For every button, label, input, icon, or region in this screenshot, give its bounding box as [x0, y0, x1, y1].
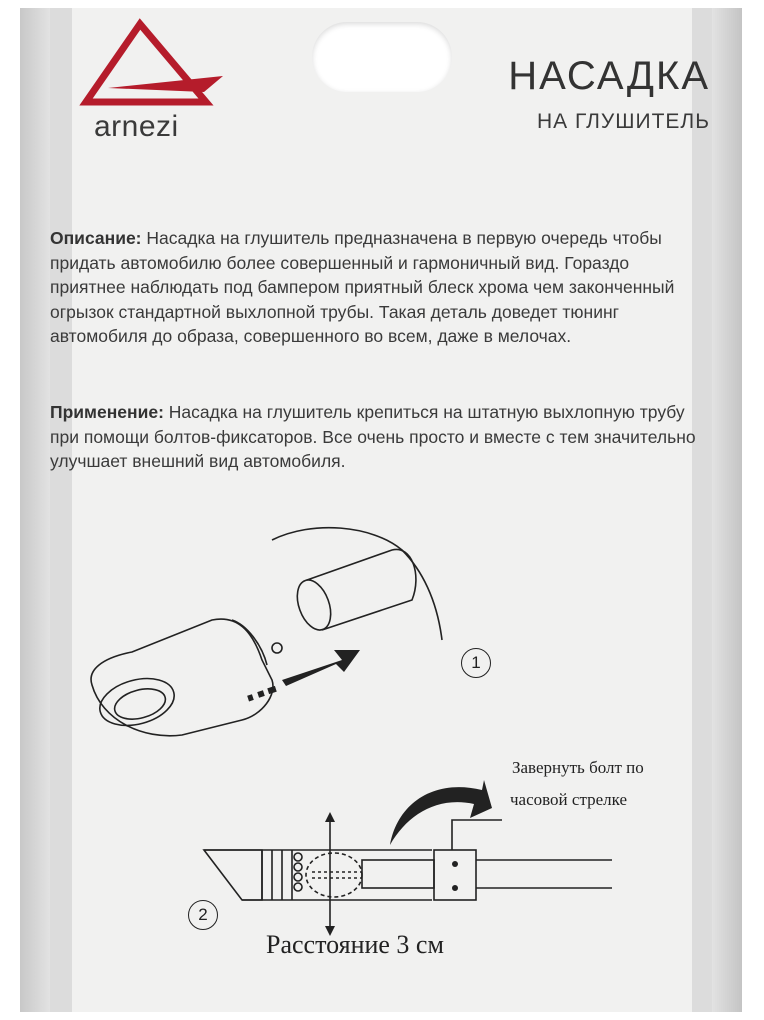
hang-hole — [312, 22, 452, 92]
usage-text: Насадка на глушитель крепиться на штатную выхлопную трубу при помощи болтов-фиксаторов. Все очень просто и вместе с тем значительно улучшает внешний вид автомобиля. — [50, 402, 696, 471]
instruction-line-1: Завернуть болт по — [512, 758, 644, 777]
brand-name: arnezi — [94, 110, 179, 143]
product-subtitle: НА ГЛУШИТЕЛЬ — [536, 110, 710, 133]
step-1-marker: 1 — [461, 648, 491, 678]
clamp-bolt — [272, 643, 282, 653]
muffler-tip-outer — [95, 671, 180, 733]
distance-label: Расстояние 3 см — [266, 930, 444, 959]
instruction-line-2: часовой стрелке — [510, 790, 627, 809]
pipe-overlap-zone — [306, 853, 362, 897]
tip-cut-end — [204, 850, 262, 900]
product-title: НАСАДКА — [508, 54, 710, 98]
rotate-arrow-icon — [390, 780, 492, 845]
stock-pipe-end — [291, 575, 337, 634]
bolt-leader — [452, 820, 502, 850]
muffler-tip-body — [91, 619, 273, 736]
usage-label: Применение: — [50, 402, 164, 422]
step2-illustration — [204, 820, 612, 928]
muffler-tip-inner — [111, 684, 168, 725]
usage-paragraph — [50, 400, 700, 474]
triangle-logo-icon — [78, 18, 228, 108]
step-2-marker: 2 — [188, 900, 218, 930]
description-text: Насадка на глушитель предназначена в первую очередь чтобы придать автомобилю более совершенный и гармоничный вид. Гораздо приятнее наблюдать под бампером приятный блеск хрома чем законченный огрызок стандартной выхлопной трубы. Такая деталь доведет тюнинг автомобиля до образа, совершенного во всем, даже в мелочах. — [50, 228, 675, 346]
description-paragraph — [50, 226, 700, 349]
clamp-block — [434, 850, 476, 900]
card-edge-right — [712, 8, 742, 1012]
inner-pipe — [362, 860, 434, 888]
card-edge-left — [20, 8, 50, 1012]
step1-illustration — [91, 528, 442, 736]
step2-marks — [325, 812, 458, 936]
description-label: Описание: — [50, 228, 142, 248]
